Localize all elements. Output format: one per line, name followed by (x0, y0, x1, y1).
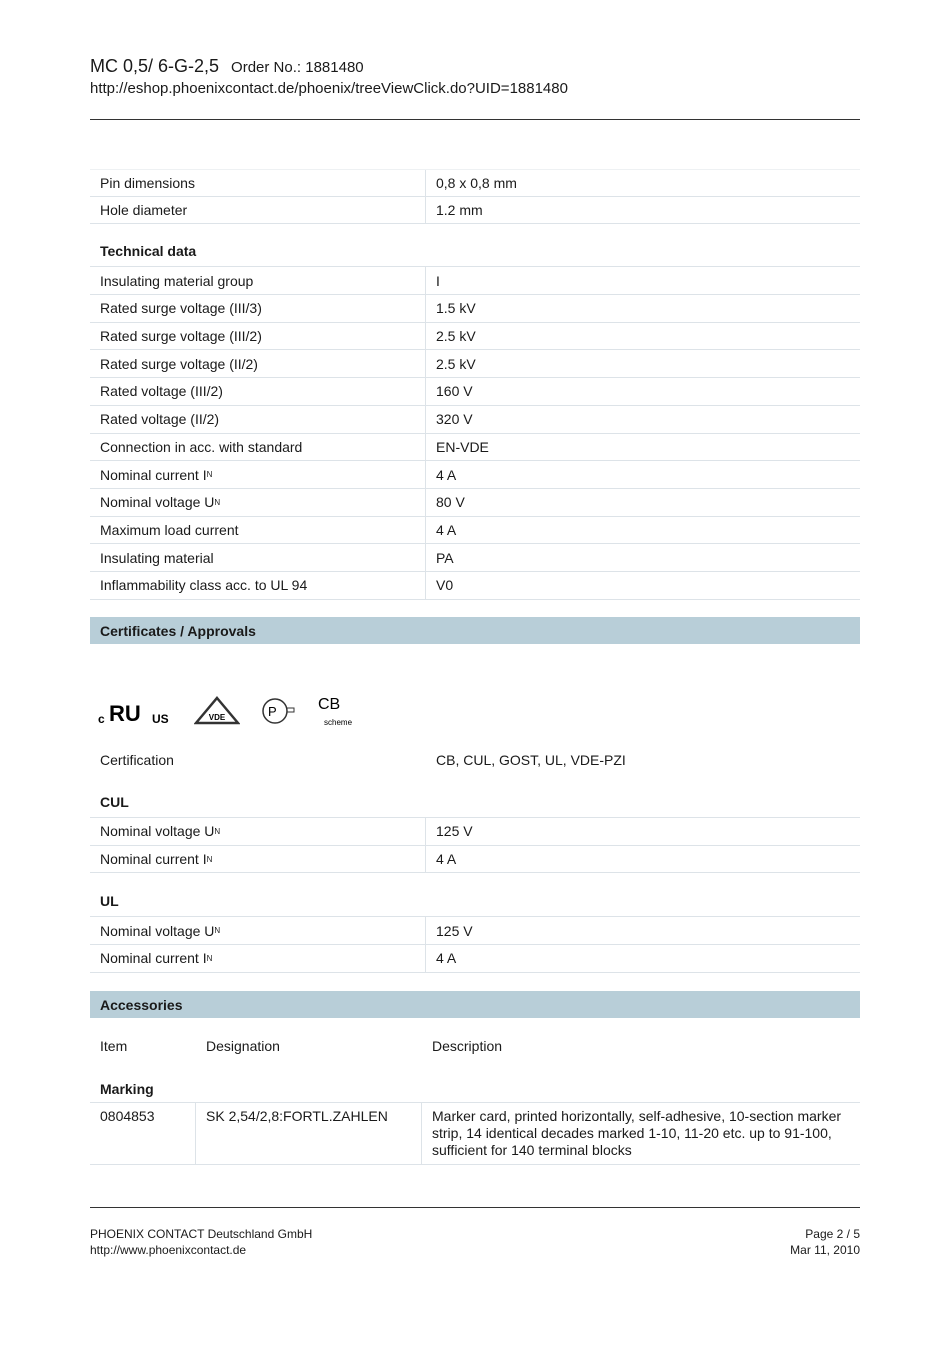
table-row (90, 169, 860, 197)
label-text: Rated voltage (II/2) (100, 411, 220, 428)
row-label (90, 406, 426, 433)
subscript: N (214, 826, 221, 836)
table-row (90, 267, 860, 295)
label-text: Nominal current I (100, 950, 207, 967)
certification-logos (98, 694, 360, 728)
cb-scheme-logo (316, 694, 360, 728)
footer-divider (90, 1207, 860, 1208)
table-row (90, 323, 860, 351)
svg-text:P: P (268, 704, 277, 719)
label-text: Connection in acc. with standard (100, 438, 303, 455)
ul-heading: UL (90, 873, 860, 917)
row-value: 1.5 kV (436, 300, 476, 317)
table-row (90, 846, 860, 874)
group-heading: Marking (90, 1058, 860, 1103)
table-row (90, 197, 860, 225)
footer-left (90, 1227, 312, 1258)
row-value: PA (436, 549, 454, 566)
row-value: 125 V (436, 823, 473, 840)
certification-section (90, 746, 860, 973)
svg-text:VDE: VDE (208, 713, 226, 722)
item-designation: SK 2,54/2,8:FORTL.ZAHLEN (196, 1103, 422, 1164)
table-row (90, 295, 860, 323)
item-number[interactable]: 0804853 (90, 1103, 196, 1164)
row-value: 4 A (436, 521, 457, 538)
table-row (90, 461, 860, 489)
label-text: Maximum load current (100, 521, 239, 538)
subscript: N (214, 497, 221, 507)
label-text: Rated voltage (III/2) (100, 383, 223, 400)
subscript: N (206, 854, 213, 864)
table-row (90, 517, 860, 545)
order-number: Order No.: 1881480 (231, 59, 364, 76)
label-text: Rated surge voltage (III/3) (100, 300, 262, 317)
label-text: Nominal voltage U (100, 823, 215, 840)
accessories-header (90, 1038, 860, 1058)
label-text: Rated surge voltage (II/2) (100, 355, 258, 372)
row-label: Pin dimensions (90, 170, 426, 196)
row-value: 125 V (436, 922, 473, 939)
certification-row (90, 746, 860, 774)
page-number: Page 2 / 5 (805, 1227, 860, 1241)
row-value: 160 V (436, 383, 473, 400)
table-row (90, 544, 860, 572)
row-label (90, 945, 426, 972)
table-row (90, 350, 860, 378)
footer-right (790, 1227, 860, 1258)
svg-text:US: US (152, 712, 169, 726)
row-value: 4 A (436, 466, 457, 483)
svg-text:RU: RU (109, 701, 141, 726)
row-value: 2.5 kV (436, 328, 476, 345)
table-row (90, 1103, 860, 1165)
label-text: Nominal voltage U (100, 922, 215, 939)
row-label: Hole diameter (90, 197, 426, 224)
row-value: EN-VDE (436, 438, 489, 455)
row-label (90, 461, 426, 488)
label-text: Insulating material (100, 549, 214, 566)
row-label (90, 544, 426, 571)
row-value: 4 A (436, 950, 457, 967)
table-row (90, 572, 860, 600)
subscript: N (206, 953, 213, 963)
dimensions-table (90, 169, 860, 600)
cul-us-logo (98, 695, 174, 727)
row-value: 1.2 mm (436, 202, 483, 219)
label-text: Nominal current I (100, 466, 207, 483)
label-text: Rated surge voltage (III/2) (100, 328, 262, 345)
column-header: Item (100, 1038, 128, 1054)
label-text: Nominal current I (100, 851, 207, 868)
item-description: Marker card, printed horizontally, self-adhesive, 10-section marker strip, 14 identical decades marked 1-10, 11-20 etc. up to 91-100, sufficient for 140 terminal blocks (432, 1108, 842, 1158)
row-label (90, 489, 426, 516)
row-label (90, 323, 426, 350)
svg-text:scheme: scheme (324, 718, 353, 727)
page-title (90, 56, 364, 78)
row-label (90, 378, 426, 405)
svg-text:CB: CB (318, 696, 341, 713)
certificates-bar: Certificates / Approvals (90, 617, 860, 644)
table-row (90, 378, 860, 406)
label-text: Insulating material group (100, 272, 254, 289)
row-label (90, 434, 426, 461)
row-label (90, 350, 426, 377)
company-url[interactable]: http://www.phoenixcontact.de (90, 1242, 247, 1257)
section-heading: Technical data (90, 224, 860, 267)
row-label (90, 295, 426, 322)
row-value: CB, CUL, GOST, UL, VDE-PZI (436, 752, 626, 768)
svg-text:c: c (98, 712, 105, 726)
row-label (90, 572, 426, 599)
row-value: I (436, 272, 440, 289)
row-value: 320 V (436, 411, 473, 428)
row-value: 4 A (436, 851, 457, 868)
pct-gost-logo (260, 695, 296, 727)
table-row (90, 945, 860, 973)
table-row (90, 818, 860, 846)
row-label (90, 846, 426, 873)
accessories-table (90, 1038, 860, 1165)
row-label (90, 267, 426, 294)
row-label (90, 818, 426, 845)
cul-heading: CUL (90, 774, 860, 818)
divider (90, 119, 860, 120)
product-name: MC 0,5/ 6-G-2,5 (90, 56, 220, 76)
column-header: Designation (206, 1038, 280, 1054)
column-header: Description (432, 1038, 503, 1054)
row-label (90, 517, 426, 544)
row-value: 80 V (436, 494, 465, 511)
ul-rows (90, 917, 860, 972)
cul-rows (90, 818, 860, 873)
date: Mar 11, 2010 (790, 1242, 860, 1257)
table-row (90, 434, 860, 462)
table-row (90, 406, 860, 434)
accessories-bar: Accessories (90, 991, 860, 1018)
company-name: PHOENIX CONTACT Deutschland GmbH (90, 1227, 313, 1241)
vde-logo (194, 695, 240, 727)
table-row (90, 489, 860, 517)
row-value: 2.5 kV (436, 355, 476, 372)
row-value: 0,8 x 0,8 mm (436, 174, 517, 191)
row-value: V0 (436, 577, 454, 594)
technical-rows (90, 267, 860, 599)
subscript: N (214, 926, 221, 936)
product-url[interactable]: http://eshop.phoenixcontact.de/phoenix/treeViewClick.do?UID=1881480 (90, 80, 568, 97)
row-label (90, 917, 426, 944)
row-label: Certification (100, 752, 174, 768)
table-row (90, 917, 860, 945)
subscript: N (206, 470, 213, 480)
label-text: Inflammability class acc. to UL 94 (100, 577, 308, 594)
label-text: Nominal voltage U (100, 494, 215, 511)
